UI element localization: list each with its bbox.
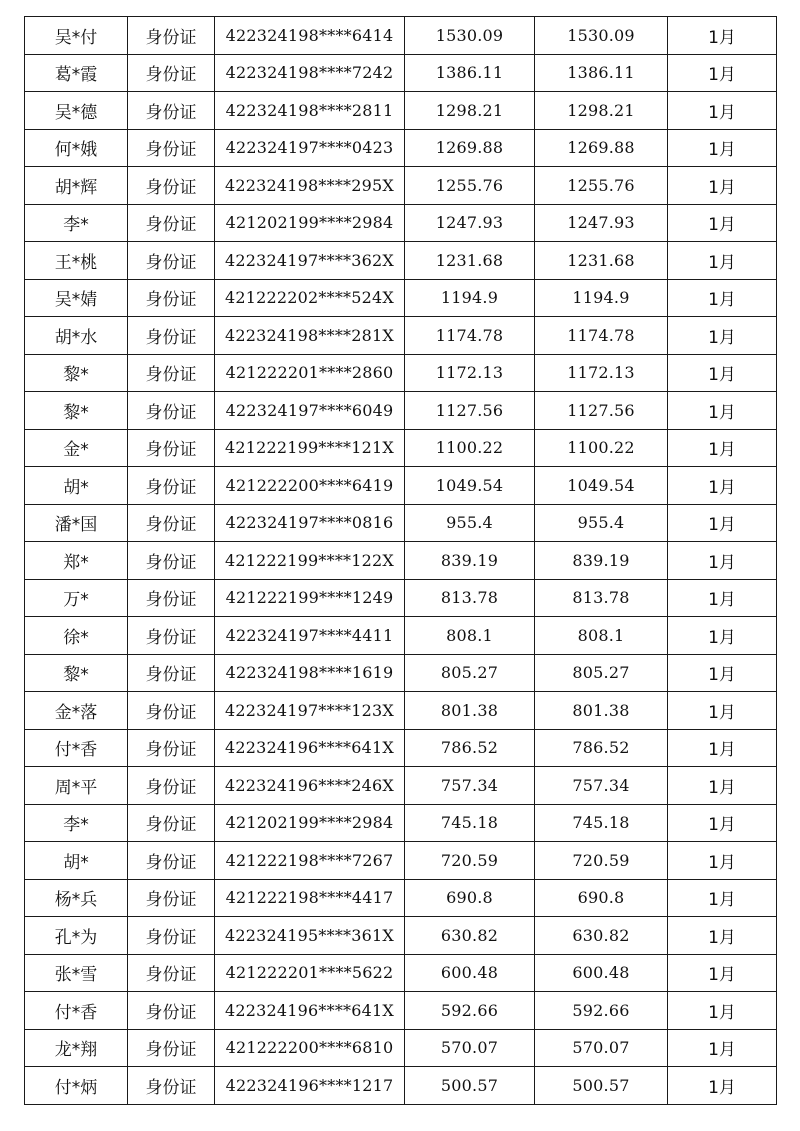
amount-cell: 839.19 [405, 542, 535, 580]
amount-cell: 805.27 [405, 654, 535, 692]
subsidy-table [24, 16, 777, 1105]
name-cell: 周*平 [25, 767, 128, 805]
id-type-cell: 身份证 [128, 54, 215, 92]
table-row [25, 954, 777, 992]
amount-paid-cell: 1298.21 [535, 92, 668, 130]
month-cell: 1月 [668, 54, 777, 92]
table-row [25, 392, 777, 430]
amount-paid-cell: 570.07 [535, 1029, 668, 1067]
name-cell: 王*桃 [25, 242, 128, 280]
table-row [25, 17, 777, 55]
amount-cell: 801.38 [405, 692, 535, 730]
table-row [25, 654, 777, 692]
month-cell: 1月 [668, 392, 777, 430]
name-cell: 黎* [25, 392, 128, 430]
table-row [25, 1029, 777, 1067]
name-cell: 孔*为 [25, 917, 128, 955]
amount-cell: 1298.21 [405, 92, 535, 130]
id-type-cell: 身份证 [128, 579, 215, 617]
amount-cell: 720.59 [405, 842, 535, 880]
name-cell: 付*香 [25, 992, 128, 1030]
table-row [25, 767, 777, 805]
id-type-cell: 身份证 [128, 504, 215, 542]
table-row [25, 429, 777, 467]
amount-cell: 1247.93 [405, 204, 535, 242]
name-cell: 潘*国 [25, 504, 128, 542]
amount-paid-cell: 500.57 [535, 1067, 668, 1105]
amount-cell: 786.52 [405, 729, 535, 767]
month-cell: 1月 [668, 954, 777, 992]
month-cell: 1月 [668, 692, 777, 730]
id-type-cell: 身份证 [128, 542, 215, 580]
id-number-cell: 422324198****6414 [215, 17, 405, 55]
id-number-cell: 421222199****1249 [215, 579, 405, 617]
table-row [25, 92, 777, 130]
month-cell: 1月 [668, 917, 777, 955]
name-cell: 黎* [25, 654, 128, 692]
id-number-cell: 422324197****0423 [215, 129, 405, 167]
id-number-cell: 421222199****122X [215, 542, 405, 580]
name-cell: 张*雪 [25, 954, 128, 992]
id-type-cell: 身份证 [128, 317, 215, 355]
amount-paid-cell: 1530.09 [535, 17, 668, 55]
name-cell: 徐* [25, 617, 128, 655]
amount-cell: 690.8 [405, 879, 535, 917]
id-type-cell: 身份证 [128, 992, 215, 1030]
month-cell: 1月 [668, 617, 777, 655]
name-cell: 龙*翔 [25, 1029, 128, 1067]
amount-paid-cell: 1247.93 [535, 204, 668, 242]
name-cell: 胡*辉 [25, 167, 128, 205]
month-cell: 1月 [668, 842, 777, 880]
id-type-cell: 身份证 [128, 129, 215, 167]
month-cell: 1月 [668, 729, 777, 767]
name-cell: 李* [25, 204, 128, 242]
id-type-cell: 身份证 [128, 917, 215, 955]
table-row [25, 167, 777, 205]
amount-cell: 570.07 [405, 1029, 535, 1067]
id-type-cell: 身份证 [128, 167, 215, 205]
name-cell: 付*炳 [25, 1067, 128, 1105]
table-row [25, 879, 777, 917]
amount-cell: 757.34 [405, 767, 535, 805]
month-cell: 1月 [668, 167, 777, 205]
amount-paid-cell: 1194.9 [535, 279, 668, 317]
name-cell: 杨*兵 [25, 879, 128, 917]
id-type-cell: 身份证 [128, 1029, 215, 1067]
month-cell: 1月 [668, 354, 777, 392]
table-row [25, 279, 777, 317]
id-number-cell: 421202199****2984 [215, 204, 405, 242]
name-cell: 葛*霞 [25, 54, 128, 92]
id-number-cell: 422324197****0816 [215, 504, 405, 542]
amount-paid-cell: 805.27 [535, 654, 668, 692]
table-row [25, 917, 777, 955]
table-row [25, 1067, 777, 1105]
id-number-cell: 422324196****1217 [215, 1067, 405, 1105]
month-cell: 1月 [668, 204, 777, 242]
month-cell: 1月 [668, 429, 777, 467]
month-cell: 1月 [668, 92, 777, 130]
amount-cell: 1172.13 [405, 354, 535, 392]
month-cell: 1月 [668, 1029, 777, 1067]
table-row [25, 992, 777, 1030]
amount-cell: 813.78 [405, 579, 535, 617]
table-row [25, 542, 777, 580]
table-row [25, 804, 777, 842]
month-cell: 1月 [668, 579, 777, 617]
month-cell: 1月 [668, 992, 777, 1030]
id-type-cell: 身份证 [128, 654, 215, 692]
month-cell: 1月 [668, 317, 777, 355]
amount-cell: 1231.68 [405, 242, 535, 280]
id-number-cell: 422324196****641X [215, 729, 405, 767]
amount-cell: 745.18 [405, 804, 535, 842]
id-number-cell: 421222201****5622 [215, 954, 405, 992]
month-cell: 1月 [668, 1067, 777, 1105]
name-cell: 胡* [25, 467, 128, 505]
id-number-cell: 422324197****6049 [215, 392, 405, 430]
amount-cell: 955.4 [405, 504, 535, 542]
amount-paid-cell: 757.34 [535, 767, 668, 805]
amount-paid-cell: 1049.54 [535, 467, 668, 505]
table-row [25, 729, 777, 767]
amount-cell: 500.57 [405, 1067, 535, 1105]
id-type-cell: 身份证 [128, 279, 215, 317]
amount-cell: 1174.78 [405, 317, 535, 355]
amount-paid-cell: 720.59 [535, 842, 668, 880]
id-number-cell: 422324198****1619 [215, 654, 405, 692]
name-cell: 胡*水 [25, 317, 128, 355]
id-type-cell: 身份证 [128, 204, 215, 242]
table-row [25, 54, 777, 92]
id-type-cell: 身份证 [128, 617, 215, 655]
name-cell: 万* [25, 579, 128, 617]
name-cell: 李* [25, 804, 128, 842]
month-cell: 1月 [668, 504, 777, 542]
id-type-cell: 身份证 [128, 804, 215, 842]
id-number-cell: 421222200****6810 [215, 1029, 405, 1067]
table-row [25, 504, 777, 542]
amount-paid-cell: 1100.22 [535, 429, 668, 467]
name-cell: 何*娥 [25, 129, 128, 167]
amount-cell: 1100.22 [405, 429, 535, 467]
month-cell: 1月 [668, 467, 777, 505]
amount-cell: 1269.88 [405, 129, 535, 167]
id-type-cell: 身份证 [128, 467, 215, 505]
id-number-cell: 422324196****246X [215, 767, 405, 805]
amount-cell: 1530.09 [405, 17, 535, 55]
month-cell: 1月 [668, 242, 777, 280]
name-cell: 金*落 [25, 692, 128, 730]
id-number-cell: 422324198****7242 [215, 54, 405, 92]
amount-paid-cell: 786.52 [535, 729, 668, 767]
id-number-cell: 422324198****2811 [215, 92, 405, 130]
id-type-cell: 身份证 [128, 354, 215, 392]
table-row [25, 242, 777, 280]
amount-paid-cell: 955.4 [535, 504, 668, 542]
amount-cell: 1194.9 [405, 279, 535, 317]
id-number-cell: 421222198****7267 [215, 842, 405, 880]
amount-paid-cell: 690.8 [535, 879, 668, 917]
table-row [25, 204, 777, 242]
amount-cell: 600.48 [405, 954, 535, 992]
id-number-cell: 421202199****2984 [215, 804, 405, 842]
table-row [25, 617, 777, 655]
amount-paid-cell: 1386.11 [535, 54, 668, 92]
month-cell: 1月 [668, 129, 777, 167]
name-cell: 黎* [25, 354, 128, 392]
amount-paid-cell: 813.78 [535, 579, 668, 617]
id-number-cell: 422324197****4411 [215, 617, 405, 655]
document-page [24, 16, 776, 1105]
id-type-cell: 身份证 [128, 17, 215, 55]
amount-paid-cell: 592.66 [535, 992, 668, 1030]
amount-paid-cell: 808.1 [535, 617, 668, 655]
id-number-cell: 422324197****123X [215, 692, 405, 730]
table-row [25, 842, 777, 880]
month-cell: 1月 [668, 654, 777, 692]
id-type-cell: 身份证 [128, 92, 215, 130]
amount-paid-cell: 1174.78 [535, 317, 668, 355]
name-cell: 付*香 [25, 729, 128, 767]
amount-paid-cell: 630.82 [535, 917, 668, 955]
id-number-cell: 422324197****362X [215, 242, 405, 280]
name-cell: 吴*德 [25, 92, 128, 130]
id-number-cell: 422324195****361X [215, 917, 405, 955]
month-cell: 1月 [668, 17, 777, 55]
month-cell: 1月 [668, 879, 777, 917]
amount-paid-cell: 839.19 [535, 542, 668, 580]
id-number-cell: 421222201****2860 [215, 354, 405, 392]
id-number-cell: 421222202****524X [215, 279, 405, 317]
amount-paid-cell: 1269.88 [535, 129, 668, 167]
id-number-cell: 422324198****281X [215, 317, 405, 355]
id-number-cell: 421222198****4417 [215, 879, 405, 917]
name-cell: 吴*付 [25, 17, 128, 55]
name-cell: 吴*婧 [25, 279, 128, 317]
month-cell: 1月 [668, 804, 777, 842]
amount-cell: 1127.56 [405, 392, 535, 430]
id-type-cell: 身份证 [128, 1067, 215, 1105]
id-number-cell: 421222200****6419 [215, 467, 405, 505]
id-number-cell: 421222199****121X [215, 429, 405, 467]
id-type-cell: 身份证 [128, 242, 215, 280]
table-row [25, 579, 777, 617]
table-row [25, 317, 777, 355]
amount-paid-cell: 1127.56 [535, 392, 668, 430]
id-type-cell: 身份证 [128, 954, 215, 992]
name-cell: 金* [25, 429, 128, 467]
id-type-cell: 身份证 [128, 842, 215, 880]
month-cell: 1月 [668, 542, 777, 580]
amount-paid-cell: 801.38 [535, 692, 668, 730]
id-number-cell: 422324198****295X [215, 167, 405, 205]
id-type-cell: 身份证 [128, 729, 215, 767]
amount-paid-cell: 1231.68 [535, 242, 668, 280]
id-type-cell: 身份证 [128, 767, 215, 805]
amount-cell: 630.82 [405, 917, 535, 955]
table-row [25, 467, 777, 505]
id-number-cell: 422324196****641X [215, 992, 405, 1030]
month-cell: 1月 [668, 279, 777, 317]
id-type-cell: 身份证 [128, 429, 215, 467]
amount-cell: 1255.76 [405, 167, 535, 205]
amount-paid-cell: 600.48 [535, 954, 668, 992]
month-cell: 1月 [668, 767, 777, 805]
amount-cell: 592.66 [405, 992, 535, 1030]
amount-paid-cell: 745.18 [535, 804, 668, 842]
amount-cell: 1386.11 [405, 54, 535, 92]
amount-cell: 1049.54 [405, 467, 535, 505]
amount-paid-cell: 1172.13 [535, 354, 668, 392]
table-row [25, 692, 777, 730]
table-body [25, 17, 777, 1105]
id-type-cell: 身份证 [128, 692, 215, 730]
name-cell: 郑* [25, 542, 128, 580]
name-cell: 胡* [25, 842, 128, 880]
id-type-cell: 身份证 [128, 392, 215, 430]
amount-paid-cell: 1255.76 [535, 167, 668, 205]
id-type-cell: 身份证 [128, 879, 215, 917]
amount-cell: 808.1 [405, 617, 535, 655]
table-row [25, 354, 777, 392]
table-row [25, 129, 777, 167]
